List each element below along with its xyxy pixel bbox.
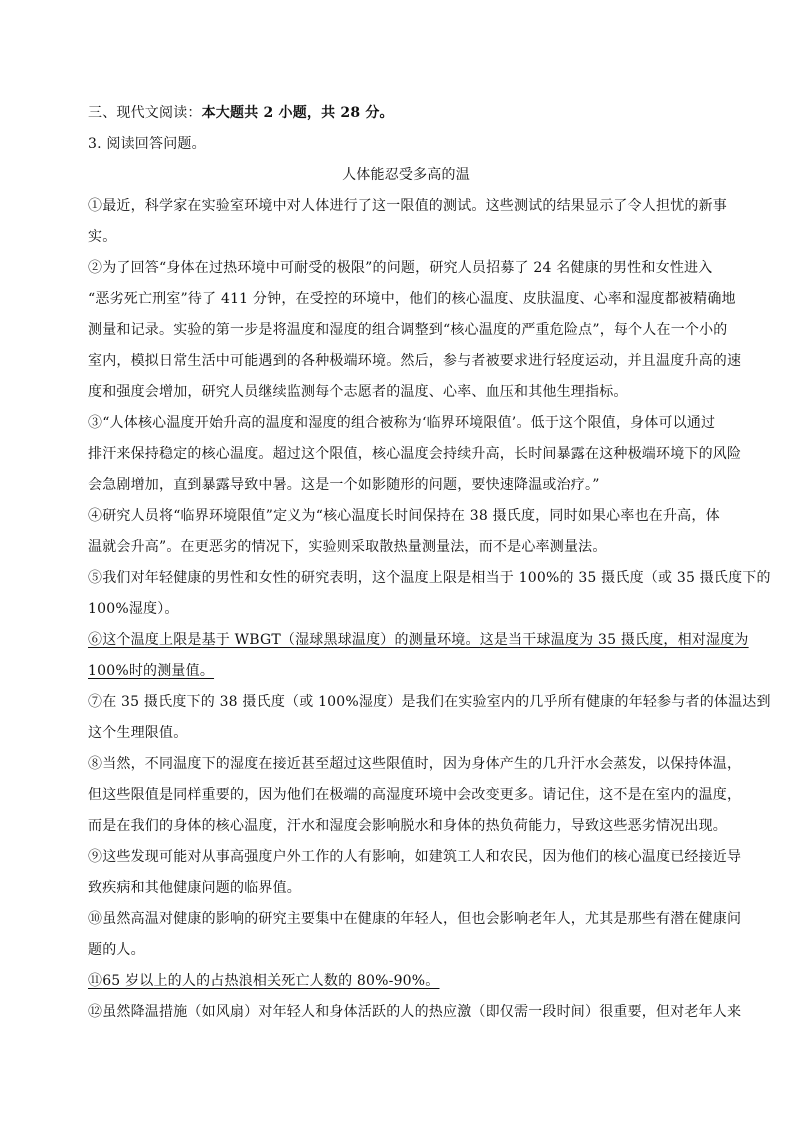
paragraph-7-line-2: 这个生理限值。 [88, 725, 188, 741]
paragraph-3-line-2: 排汗来保持稳定的核心温度。超过这个限值，核心温度会持续升高，长时间暴露在这种极端环境下的风险 [88, 446, 742, 462]
paragraph-10-line-1: ⑩虽然高温对健康的影响的研究主要集中在健康的年轻人，但也会影响老年人，尤其是那些有潜在健康问 [88, 911, 742, 927]
paragraph-1-line-1: ①最近，科学家在实验室环境中对人体进行了这一限值的测试。这些测试的结果显示了令人担忧的新事 [88, 198, 727, 214]
underlined-text: 100%时的测量值。 [88, 663, 215, 679]
paragraph-3-line-1: ③“人体核心温度开始升高的温度和湿度的组合被称为‘临界环境限值’。低于这个限值，身体可以通过 [88, 415, 716, 431]
paragraph-6-line-1 [88, 625, 749, 656]
paragraph-4-line-2: 温就会升高”。在更恶劣的情况下，实验则采取散热量测量法，而不是心率测量法。 [88, 539, 607, 555]
underlined-text: ⑥这个温度上限是基于 WBGT（湿球黑球温度）的测量环境。这是当干球温度为 35 摄氏度，相对湿度为 [88, 632, 749, 648]
paragraph-4-line-1: ④研究人员将“临界环境限值”定义为“核心温度长时间保持在 38 摄氏度，同时如果心率也在升高，体 [88, 508, 720, 524]
paragraph-9-line-1: ⑨这些发现可能对从事高强度户外工作的人有影响，如建筑工人和农民，因为他们的核心温度已经接近导 [88, 849, 742, 865]
paragraph-3-line-3: 会急剧增加，直到暴露导致中暑。这是一个如影随形的问题，要快速降温或治疗。” [88, 477, 600, 493]
paragraph-11-text: 65 岁以上的人的占热浪相关死亡人数的 80%-90%。 [102, 973, 440, 989]
question-label: 3. 阅读回答问题。 [88, 136, 206, 152]
paragraph-2-line-5: 度和强度会增加，研究人员继续监测每个志愿者的温度、心率、血压和其他生理指标。 [88, 384, 628, 400]
section-heading [88, 98, 714, 129]
paragraph-12-text: 虽然降温措施（如风扇）对年轻人和身体活跃的人的热应激（即仅需一段时间）很重要，但对老年人来 [102, 1004, 742, 1020]
paragraph-1-line-2: 实。 [88, 229, 117, 245]
section-heading-detail: 本大题共 2 小题，共 28 分。 [201, 105, 394, 121]
paragraph-8-line-1: ⑧当然，不同温度下的湿度在接近甚至超过这些限值时，因为身体产生的几升汗水会蒸发，以保持体温， [88, 756, 742, 772]
paragraph-2-line-2: “恶劣死亡刑室”待了 411 分钟，在受控的环境中，他们的核心温度、皮肤温度、心率和湿度都被精确地 [88, 291, 736, 307]
paragraph-5-line-1: ⑤我们对年轻健康的男性和女性的研究表明，这个温度上限是相当于 100%的 35 摄氏度（或 35 摄氏度下的 [88, 570, 771, 586]
paragraph-10-line-2: 题的人。 [88, 942, 145, 958]
document-page [88, 98, 771, 1028]
paragraph-number-11: ⑪ [88, 973, 103, 989]
paragraph-5-line-2: 100%湿度）。 [88, 601, 179, 617]
paragraph-12-line-1 [88, 997, 742, 1028]
paragraph-2-line-4: 室内，模拟日常生活中可能遇到的各种极端环境。然后，参与者被要求进行轻度运动，并且温度升高的速 [88, 353, 742, 369]
underlined-text [88, 973, 439, 989]
paragraph-7-line-1: ⑦在 35 摄氏度下的 38 摄氏度（或 100%湿度）是我们在实验室内的几乎所有健康的年轻参与者的体温达到 [88, 694, 771, 710]
paragraph-2-line-3: 测量和记录。实验的第一步是将温度和湿度的组合调整到“核心温度的严重危险点”，每个人在一个小的 [88, 322, 728, 338]
section-heading-prefix: 三、现代文阅读： [88, 105, 202, 121]
paragraph-11-line-1 [88, 966, 714, 997]
article-title: 人体能忍受多高的温 [342, 167, 470, 183]
paragraph-8-line-3: 而是在我们的身体的核心温度，汗水和湿度会影响脱水和身体的热负荷能力，导致这些恶劣情况出现。 [88, 818, 727, 834]
paragraph-number-12: ⑫ [88, 1004, 103, 1020]
paragraph-2-line-1: ②为了回答“身体在过热环境中可耐受的极限”的问题，研究人员招募了 24 名健康的男性和女性进入 [88, 260, 713, 276]
paragraph-6-line-2 [88, 656, 714, 687]
paragraph-9-line-2: 致疾病和其他健康问题的临界值。 [88, 880, 301, 896]
paragraph-8-line-2: 但这些限值是同样重要的，因为他们在极端的高湿度环境中会改变更多。请记住，这不是在室内的温度， [88, 787, 742, 803]
